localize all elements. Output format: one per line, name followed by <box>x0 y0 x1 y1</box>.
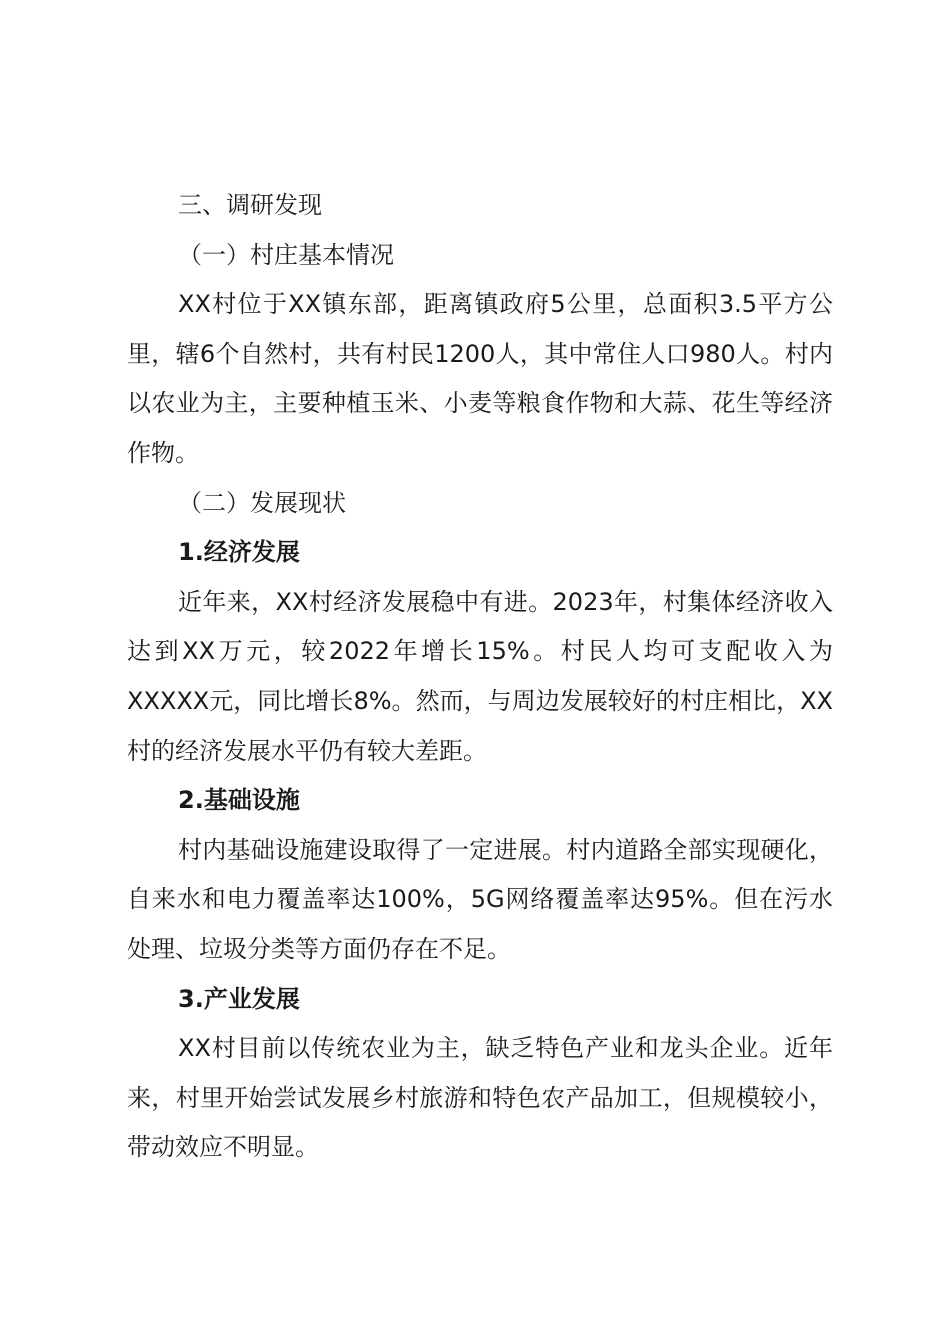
paragraph-economy: 近年来，XX村经济发展稳中有进。2023年，村集体经济收入达到XX万元，较2022年增长15%。村民人均可支配收入为XXXXX元，同比增长8%。然而，与周边发展较好的村庄相比，XX村的经济发展水平仍有较大差距。 <box>127 587 833 765</box>
item-title-infrastructure: 2.基础设施 <box>178 786 300 815</box>
subsection-title-status: （二）发展现状 <box>178 488 346 517</box>
section-title: 三、调研发现 <box>178 191 322 219</box>
subsection-title-basic-info: （一）村庄基本情况 <box>178 240 394 269</box>
paragraph-basic-info: XX村位于XX镇东部，距离镇政府5公里，总面积3.5平方公里，辖6个自然村，共有村民1200人，其中常住人口980人。村内以农业为主，主要种植玉米、小麦等粮食作物和大蒜、花生等经济作物。 <box>127 290 833 467</box>
document-body <box>127 181 833 1173</box>
paragraph-industry: XX村目前以传统农业为主，缺乏特色产业和龙头企业。近年来，村里开始尝试发展乡村旅游和特色农产品加工，但规模较小，带动效应不明显。 <box>127 1034 833 1162</box>
paragraph-infrastructure: 村内基础设施建设取得了一定进展。村内道路全部实现硬化，自来水和电力覆盖率达100%，5G网络覆盖率达95%。但在污水处理、垃圾分类等方面仍存在不足。 <box>127 835 833 963</box>
item-title-economy: 1.经济发展 <box>178 538 300 567</box>
item-title-industry: 3.产业发展 <box>178 984 300 1013</box>
